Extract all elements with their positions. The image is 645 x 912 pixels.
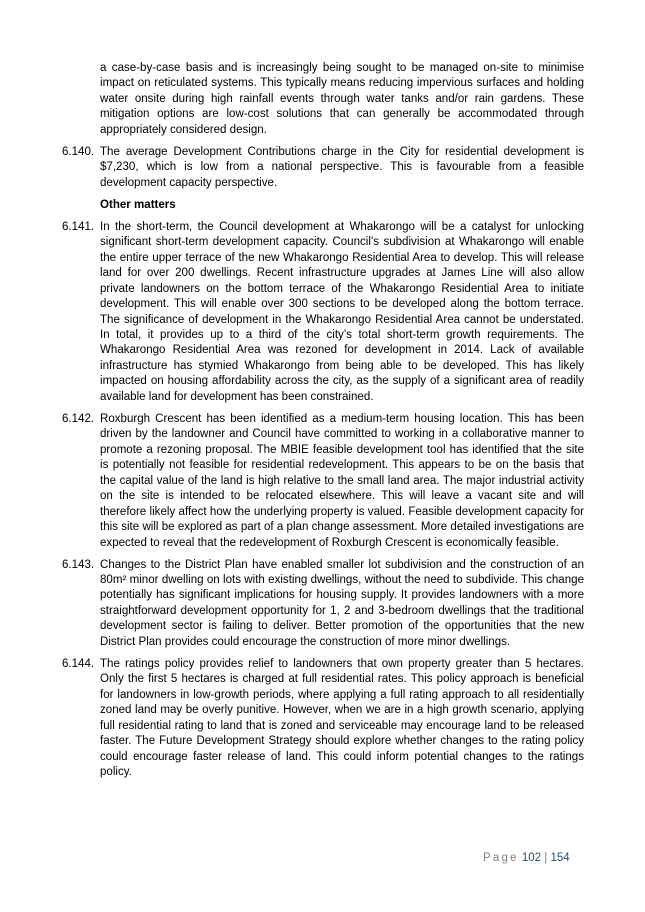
paragraph-text: The ratings policy provides relief to landowners that own property greater than 5 hectares. Only the first 5 hectares is charged at full residential rates. This policy approach is beneficial for landowners in low-growth periods, where applying a full rating approach to all residentially zoned land may be overly punitive. However, when we are in a high growth scenario, applying full residential rating to land that is zoned and serviceable may encourage land to be released faster. The Future Development Strategy should explore whether changes to the rating policy could encourage faster release of land. This could inform potential changes to the ratings policy. (100, 657, 584, 779)
paragraph-number: 6.143. (62, 558, 95, 571)
paragraph-number: 6.141. (62, 220, 95, 233)
paragraph-6-140 (62, 145, 584, 191)
paragraph-6-141 (62, 220, 584, 405)
paragraph-text: The average Development Contributions charge in the City for residential development is $7,230, which is low from a national perspective. This is favourable from a feasible development capacity perspective. (100, 145, 584, 189)
paragraph-text: Roxburgh Crescent has been identified as a medium-term housing location. This has been driven by the landowner and Council have committed to working in a collaborative manner to promote a rezoning proposal. The MBIE feasible development tool has identified that the site is potentially not feasible for residential redevelopment. This appears to be on the basis that the capital value of the land is high relative to the small land area. The major industrial activity on the site is intended to be relocated elsewhere. This will leave a vacant site and will therefore likely affect how the underlying property is valued. Feasible development capacity for this site will be explored as part of a plan change assessment. More detailed investigations are expected to reveal that the redevelopment of Roxburgh Crescent is economically feasible. (100, 412, 584, 549)
page-body (62, 61, 584, 787)
paragraph-6-144 (62, 657, 584, 781)
page-separator: | (544, 852, 548, 864)
total-pages: 154 (550, 852, 570, 864)
section-heading: Other matters (100, 198, 176, 211)
paragraph-6-143 (62, 558, 584, 651)
paragraph-continuation (62, 61, 584, 138)
paragraph-text: Changes to the District Plan have enabled smaller lot subdivision and the construction of an 80m² minor dwelling on lots with existing dwellings, without the need to subdivide. This change potentially has significant implications for housing supply. It provides landowners with a more straightforward development opportunity for 1, 2 and 3-bedroom dwellings that the traditional development sector is failing to deliver. Better promotion of the opportunities that the new District Plan provides could encourage the construction of more minor dwellings. (100, 558, 584, 648)
page-label: Page (483, 852, 519, 864)
paragraph-text: a case-by-case basis and is increasingly being sought to be managed on-site to minimise impact on reticulated systems. This typically means reducing impervious surfaces and holding water onsite during high rainfall events through water tanks and/or rain gardens. These mitigation options are low-cost solutions that can generally be accommodated through appropriately considered design. (100, 62, 584, 136)
paragraph-text: In the short-term, the Council development at Whakarongo will be a catalyst for unlocking significant short-term development capacity. Council’s subdivision at Whakarongo will enable the entire upper terrace of the new Whakarongo Residential Area to develop. This will release land for over 200 dwellings. Recent infrastructure upgrades at James Line will also allow private landowners on the bottom terrace of the Whakarongo Residential Area to initiate development. This will enable over 300 sections to be developed along the bottom terrace. The significance of development in the Whakarongo Residential Area cannot be understated. In total, it provides up to a third of the city’s total short-term growth requirements. The Whakarongo Residential Area was rezoned for development in 2014. Lack of available infrastructure has stymied Whakarongo from being able to be developed. This has likely impacted on housing affordability across the city, as the supply of a significant area of readily available land for development has been constrained. (100, 220, 584, 403)
page-footer (483, 852, 570, 864)
paragraph-number: 6.144. (62, 657, 95, 670)
paragraph-number: 6.140. (62, 145, 95, 158)
page-number: 102 (521, 852, 542, 864)
paragraph-number: 6.142. (62, 412, 95, 425)
paragraph-6-142 (62, 412, 584, 551)
